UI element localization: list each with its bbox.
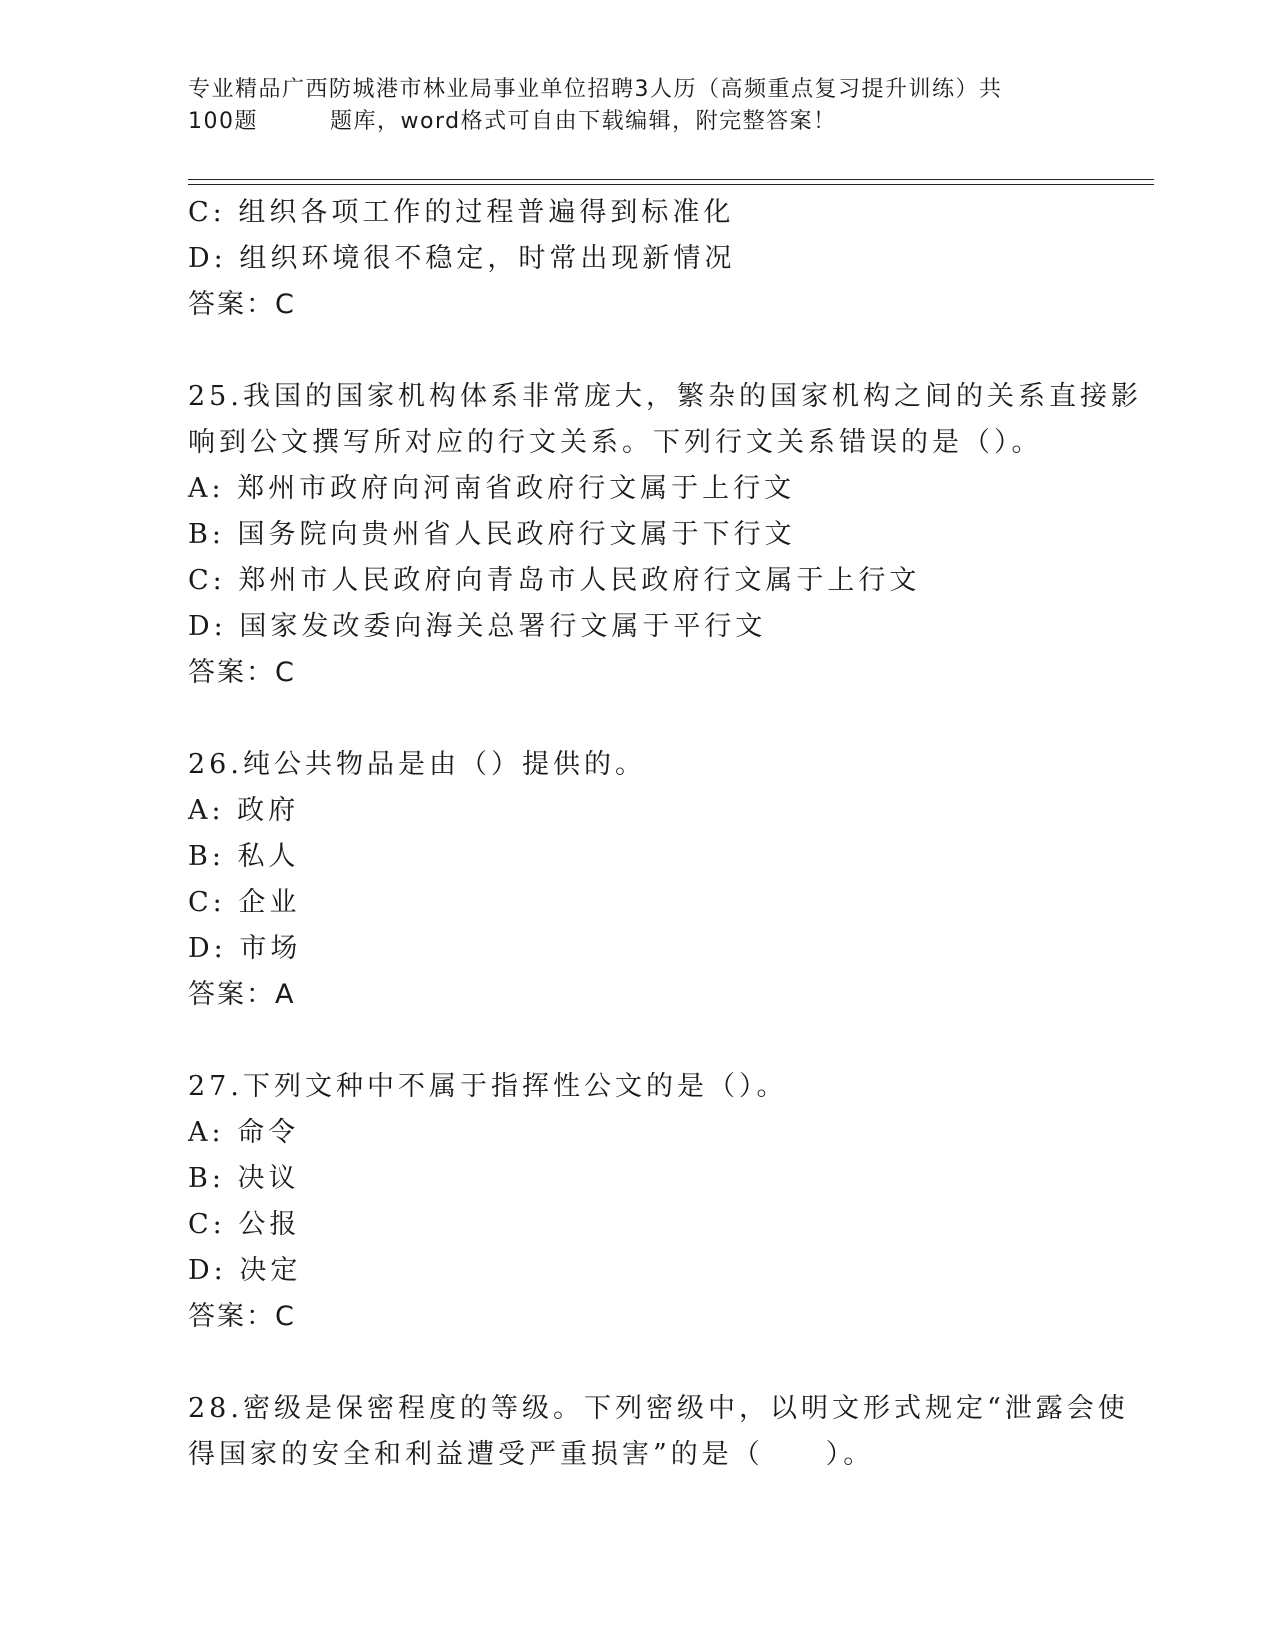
question-27 [188,1064,1088,1340]
option-c: C: 企业 [188,887,301,918]
option-d: D: 决定 [188,1255,302,1286]
question-title: 28.密级是保密程度的等级。下列密级中，以明文形式规定“泄露会使 [188,1393,1129,1424]
question-title-cont: 响到公文撰写所对应的行文关系。下列行文关系错误的是（）。 [188,427,1043,458]
question-title-cont: 得国家的安全和利益遭受严重损害”的是（ ）。 [188,1439,875,1470]
question-title: 27.下列文种中不属于指挥性公文的是（）。 [188,1071,788,1102]
option-c: C: 郑州市人民政府向青岛市人民政府行文属于上行文 [188,565,921,596]
header-question-count: 100题 [188,109,258,134]
header-title-line-2 [188,106,1088,138]
header-divider-bottom [188,184,1154,185]
document-header [188,74,1088,138]
option-c: C: 组织各项工作的过程普遍得到标准化 [188,197,735,228]
option-a: A: 政府 [188,795,300,826]
option-d: D: 国家发改委向海关总署行文属于平行文 [188,611,767,642]
answer-line: 答案：C [188,657,296,688]
option-a: A: 郑州市政府向河南省政府行文属于上行文 [188,473,796,504]
question-28 [188,1386,1129,1478]
question-title: 26.纯公共物品是由（）提供的。 [188,749,646,780]
option-c: C: 公报 [188,1209,301,1240]
option-b: B: 国务院向贵州省人民政府行文属于下行文 [188,519,796,550]
header-title-line-1: 专业精品广西防城港市林业局事业单位招聘3人历（高频重点复习提升训练）共 [188,77,1003,102]
header-subtitle: 题库，word格式可自由下载编辑，附完整答案！ [330,109,837,134]
option-a: A: 命令 [188,1117,300,1148]
answer-line: 答案：A [188,979,296,1010]
question-title: 25.我国的国家机构体系非常庞大，繁杂的国家机构之间的关系直接影 [188,381,1142,412]
option-d: D: 市场 [188,933,302,964]
header-divider-top [188,179,1154,180]
option-d: D: 组织环境很不稳定，时常出现新情况 [188,243,736,274]
answer-line: 答案：C [188,1301,296,1332]
option-b: B: 私人 [188,841,300,872]
continued-question [188,190,1088,328]
question-25 [188,374,1142,696]
answer-line: 答案：C [188,289,296,320]
option-b: B: 决议 [188,1163,300,1194]
document-body [188,190,1142,1478]
question-26 [188,742,1088,1018]
